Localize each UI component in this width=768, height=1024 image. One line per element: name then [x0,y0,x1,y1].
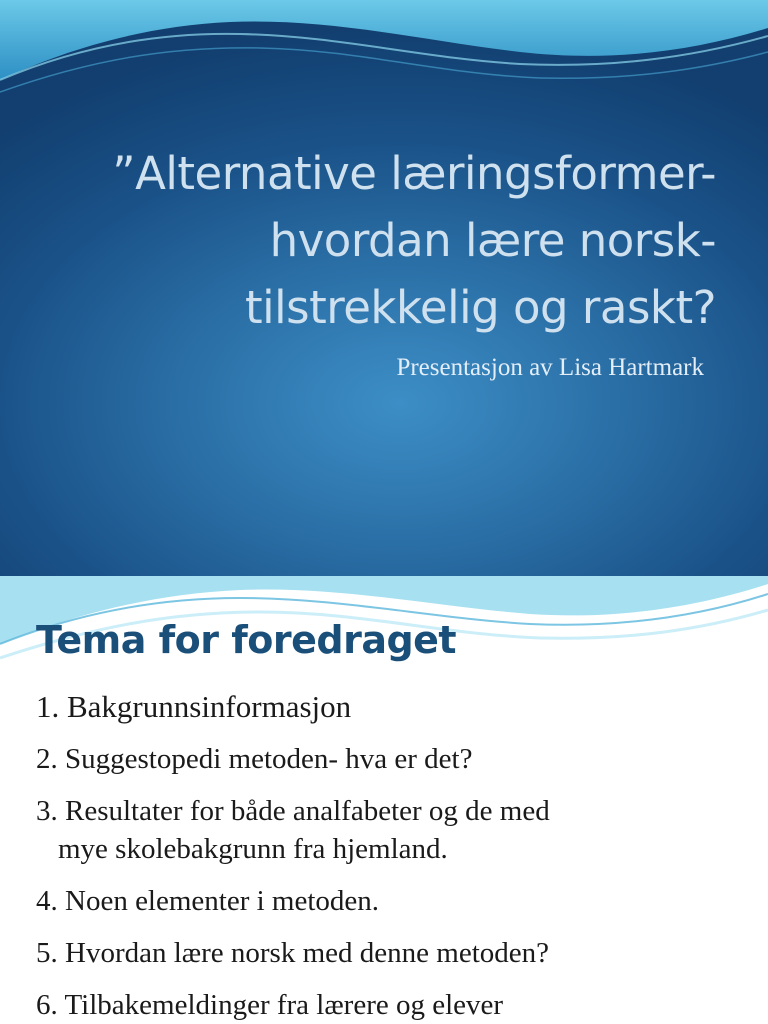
list-item: 6. Tilbakemeldinger fra lærere og elever [36,989,504,1021]
list-item: 4. Noen elementer i metoden. [36,885,380,917]
list-item [36,792,756,868]
agenda-list [36,688,756,1024]
title-line: ”Alternative læringsformer- [112,147,716,200]
title-line: tilstrekkelig og raskt? [244,281,716,334]
slide-subtitle: Presentasjon av Lisa Hartmark [396,354,704,381]
agenda-slide [0,576,768,1024]
slide-heading: Tema for foredraget [36,618,457,662]
list-item: 1. Bakgrunnsinformasjon [36,689,352,724]
top-wave-decoration [0,0,768,110]
list-item: 2. Suggestopedi metoden- hva er det? [36,743,473,775]
list-item-continuation: mye skolebakgrunn fra hjemland. [58,833,448,865]
title-line: hvordan lære norsk- [269,214,716,267]
slide-title [36,140,716,341]
list-item-text: 3. Resultater for både analfabeter og de med [36,795,550,827]
list-item: 5. Hvordan lære norsk med denne metoden? [36,937,549,969]
